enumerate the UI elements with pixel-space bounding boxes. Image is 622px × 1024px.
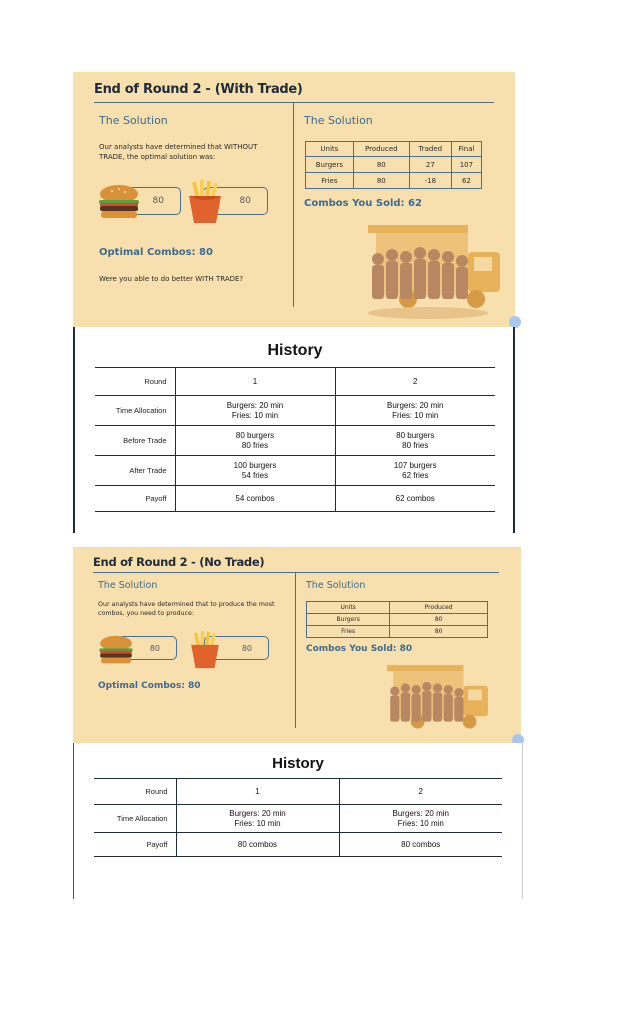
slide-title: End of Round 2 - (With Trade) — [94, 82, 303, 97]
round-1: 1 — [176, 779, 339, 805]
round-2: 2 — [339, 779, 502, 805]
combos-sold: Combos You Sold: 80 — [306, 644, 413, 654]
history-table — [95, 367, 495, 512]
history-row-before — [95, 426, 495, 456]
optimal-combos: Optimal Combos: 80 — [99, 247, 213, 258]
burgers-value: 80 — [152, 196, 164, 206]
combos-sold: Combos You Sold: 62 — [304, 198, 422, 209]
cell-line: 54 fries — [241, 470, 269, 480]
left-heading: The Solution — [99, 114, 168, 127]
cell-line: Burgers: 20 min — [229, 808, 286, 818]
row-label: Round — [94, 779, 176, 805]
history-row-payoff — [94, 833, 502, 857]
cell: 80 — [390, 626, 488, 638]
burger-icon — [97, 184, 141, 220]
right-heading: The Solution — [304, 114, 373, 127]
title-rule — [94, 102, 494, 103]
cell: 54 combos — [175, 486, 335, 512]
history-row-round — [95, 368, 495, 396]
title-rule — [93, 572, 499, 573]
history-row-round — [94, 779, 502, 805]
cell — [335, 456, 495, 486]
row-label: Burgers — [307, 614, 390, 626]
cell-line: Fries: 10 min — [234, 818, 281, 828]
food-truck-icon — [358, 217, 506, 327]
fries-icon — [185, 180, 225, 224]
history-row-time — [95, 396, 495, 426]
cell — [175, 426, 335, 456]
cell: 80 combos — [339, 833, 502, 857]
fries-icon — [187, 631, 223, 669]
burger-icon — [96, 635, 136, 665]
column-divider — [293, 103, 294, 307]
cell-line: Fries: 10 min — [397, 818, 444, 828]
history-title: History — [267, 342, 323, 359]
cell: 27 — [409, 157, 451, 173]
burgers-value: 80 — [149, 643, 160, 653]
slide-no-trade — [73, 547, 521, 743]
fries-value: 80 — [241, 643, 252, 653]
cell: 80 — [353, 157, 409, 173]
right-heading: The Solution — [306, 580, 366, 591]
header-units: Units — [307, 602, 390, 614]
history-panel-1 — [73, 327, 515, 533]
solution-table — [305, 141, 482, 189]
history-row-after — [95, 456, 495, 486]
cell-line: 62 fries — [402, 470, 429, 480]
cell — [335, 396, 495, 426]
slide-with-trade — [73, 72, 515, 327]
cell-line: 80 burgers — [235, 430, 275, 440]
cell-line: 100 burgers — [233, 460, 277, 470]
header-units: Units — [306, 142, 354, 157]
cell: 62 — [451, 173, 481, 189]
row-label: Fries — [307, 626, 390, 638]
row-label: Payoff — [95, 486, 175, 512]
cell: 80 combos — [176, 833, 339, 857]
cell — [176, 805, 339, 833]
fries-value: 80 — [239, 196, 251, 206]
history-row-payoff — [95, 486, 495, 512]
history-panel-2 — [73, 743, 523, 899]
cell: -18 — [409, 173, 451, 189]
cell-line: 80 fries — [241, 440, 269, 450]
cell-line: 80 burgers — [396, 430, 435, 440]
header-traded: Traded — [409, 142, 451, 157]
better-question: Were you able to do better WITH TRADE? — [99, 275, 244, 283]
slide-title: End of Round 2 - (No Trade) — [93, 555, 265, 569]
cell: 80 — [390, 614, 488, 626]
left-heading: The Solution — [98, 580, 158, 591]
cell — [335, 426, 495, 456]
row-label: Time Allocation — [94, 805, 176, 833]
cell-line: Burgers: 20 min — [226, 400, 284, 410]
cell: 62 combos — [335, 486, 495, 512]
round-1: 1 — [175, 368, 335, 396]
cell-line: Burgers: 20 min — [392, 808, 449, 818]
row-label: Before Trade — [95, 426, 175, 456]
column-divider — [295, 573, 296, 728]
cell: 107 — [451, 157, 481, 173]
cell-line: 107 burgers — [393, 460, 437, 470]
cell-line: Fries: 10 min — [231, 410, 279, 420]
cell — [175, 396, 335, 426]
header-final: Final — [451, 142, 481, 157]
header-produced: Produced — [390, 602, 488, 614]
cell-line: Burgers: 20 min — [387, 400, 444, 410]
left-intro: Our analysts have determined that WITHOUT TRADE, the optimal solution was: — [99, 143, 258, 161]
row-label: Fries — [306, 173, 354, 189]
row-label: Time Allocation — [95, 396, 175, 426]
row-label: Burgers — [306, 157, 354, 173]
history-table — [94, 778, 502, 857]
header-produced: Produced — [353, 142, 409, 157]
cell — [339, 805, 502, 833]
round-2: 2 — [335, 368, 495, 396]
food-truck-icon — [363, 659, 509, 743]
cell: 80 — [353, 173, 409, 189]
optimal-combos: Optimal Combos: 80 — [98, 681, 201, 691]
history-title: History — [272, 755, 324, 772]
left-intro: Our analysts have determined that to produce the most combos, you need to produce: — [98, 601, 275, 617]
cell-line: 80 fries — [402, 440, 429, 450]
history-row-time — [94, 805, 502, 833]
solution-table — [306, 601, 488, 638]
cell-line: Fries: 10 min — [392, 410, 439, 420]
cell — [175, 456, 335, 486]
row-label: Payoff — [94, 833, 176, 857]
row-label: Round — [95, 368, 175, 396]
row-label: After Trade — [95, 456, 175, 486]
